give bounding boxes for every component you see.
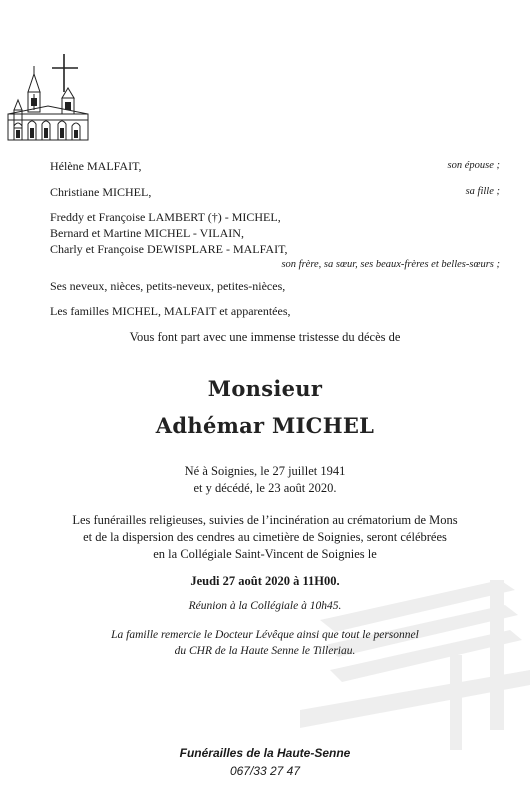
family-row-families	[50, 304, 500, 318]
family-list	[50, 159, 500, 319]
church-cross-icon	[6, 52, 90, 142]
family-relation: son épouse ;	[447, 160, 500, 171]
thanks-line: La famille remercie le Docteur Lévêque ainsi que tout le personnel	[111, 629, 419, 641]
reunion-time: Réunion à la Collégiale à 10h45.	[188, 600, 342, 612]
deceased-name: Adhémar MICHEL	[155, 413, 375, 438]
ceremony-line: et de la dispersion des cendres au cimetière de Soignies, seront célébrées	[83, 530, 447, 544]
thanks-line: du CHR de la Haute Senne le Tilleriau.	[174, 645, 356, 657]
announcement-text: Vous font part avec une immense tristesse du décès de	[129, 330, 401, 344]
death-line: et y décédé, le 23 août 2020.	[193, 481, 337, 495]
family-name: Les familles MICHEL, MALFAIT et apparentées,	[50, 304, 291, 318]
birth-line: Né à Soignies, le 27 juillet 1941	[184, 464, 346, 478]
deceased-honorific: Monsieur	[207, 376, 323, 401]
ceremony-line: Les funérailles religieuses, suivies de l’incinération au crématorium de Mons	[72, 513, 458, 527]
family-name: Freddy et Françoise LAMBERT (†) - MICHEL,	[50, 210, 281, 224]
family-name: Bernard et Martine MICHEL - VILAIN,	[50, 226, 244, 240]
family-row-sibling	[50, 226, 500, 240]
ceremony-line: en la Collégiale Saint-Vincent de Soignies le	[153, 547, 377, 561]
family-name: Hélène MALFAIT,	[50, 159, 142, 173]
family-row-sibling	[50, 210, 500, 224]
funeral-home-phone: 067/33 27 47	[229, 764, 301, 778]
ceremony-date: Jeudi 27 août 2020 à 11H00.	[190, 574, 340, 588]
family-relation: sa fille ;	[465, 186, 500, 197]
family-row-nephews	[50, 279, 500, 293]
siblings-relation: son frère, sa sœur, ses beaux-frères et belles-sœurs ;	[281, 259, 500, 270]
funeral-home-name: Funérailles de la Haute-Senne	[179, 746, 351, 760]
family-name: Ses neveux, nièces, petits-neveux, petites-nièces,	[50, 279, 286, 293]
family-row-daughter	[50, 185, 500, 199]
family-row-wife	[50, 159, 500, 173]
family-name: Charly et Françoise DEWISPLARE - MALFAIT,	[50, 242, 288, 256]
family-row-sibling	[50, 242, 500, 256]
family-name: Christiane MICHEL,	[50, 185, 152, 199]
